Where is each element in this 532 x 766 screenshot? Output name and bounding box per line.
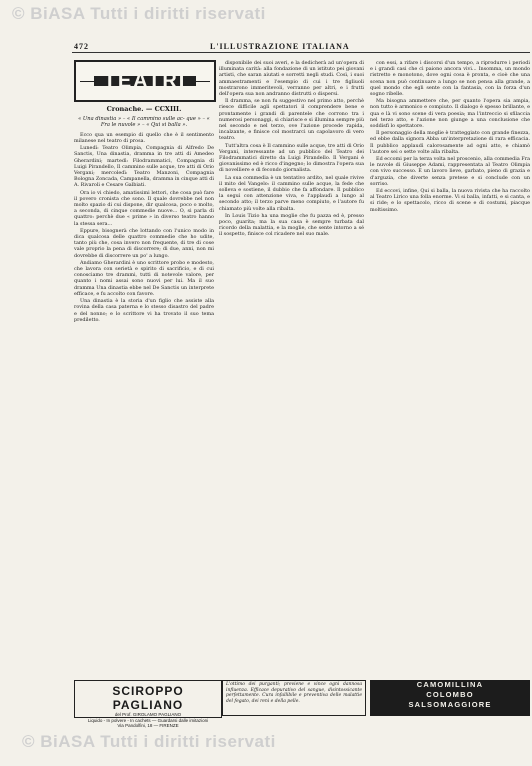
ad-line: CAMOMILLINA [416, 680, 484, 689]
page-number: 472 [74, 42, 89, 51]
paragraph: Ora io vi chiedo, amatissimi lettori, che cosa può fare il povero cronista che sono. Il quale dovrebbe nel non molto spazio di cui dispone, dir qualcosa, poco o molto, a seconda, di cinque commedie nuove... O, si parla di quattro: perchè due « prime » in diverso teatro hanno la stessa sera... [74, 189, 214, 227]
paragraph: Ed eccomi per la terza volta nel proscenio, alla commedia Fra le nuvole di Giuseppe Adami, rappresentata al Teatro Olimpia con vivo successo. È un lavoro lieve, garbato, pieno di grazia e d'arguzia, che diverte senza pretese e si conclude con un sorriso. [370, 156, 530, 187]
watermark: © BiASA Tutti i diritti riservati [22, 732, 276, 751]
section-banner-label: TEATRI [94, 76, 197, 86]
magazine-title: L'ILLUSTRAZIONE ITALIANA [210, 42, 350, 51]
ad-sciroppo-pagliano [74, 680, 222, 728]
column-1 [74, 60, 214, 324]
section-subtitle: Cronache. — CCXIII. [106, 105, 182, 113]
paragraph: Ma bisogna ammettere che, per quanto l'opera sia ampia, non tutto è armonico e compiuto. Il dialogo è spesso brillante, e qua e là vi sono scene di vera poesia; ma l'intreccio si sfilaccia nel terzo atto, e l'azione non giunge a una conclusione che soddisfi lo spettatore. [370, 98, 530, 130]
paragraph: Il dramma, se non fu suggestivo nel primo atto, perchè riesce difficile agli spettatori il comprendere bene e prontamente i grandi di parentele che corrono tra i numerosi personaggi, si chiarisce e si illumina sempre più nel secondo e nel terzo, ove l'azione procede rapida, incalzante, e finisce col mostrarci un capolavoro di vero teatro. [219, 98, 364, 142]
paragraph: La sua commedia è un tentativo ardito, nel quale rivive il mito del Vangelo: il cammino sulle acque, la fede che solleva e sostiene, il dubbio che fa affondare. Il pubblico la seguì con attenzione viva, e l'applaudì a lungo al secondo atto; il terzo parve meno compiuto, e l'autore fu chiamato più volte alla ribalta. [219, 174, 364, 212]
paragraph: In Louis Tizio ha una moglie che fu pazza ed è, presso poco, guarita; ma la sua casa è sempre turbata dal ricordo della malattia, e la moglie, che sente intorno a sé il sospetto, finisce col ricadere nel suo male. [219, 212, 364, 238]
section-banner [74, 60, 216, 102]
ad-camomillina [370, 680, 530, 716]
page-header [72, 40, 530, 53]
ad-line: COLOMBO [426, 690, 474, 699]
ad-title: SCIROPPO PAGLIANO [112, 684, 184, 712]
column-3 [370, 60, 530, 214]
paragraph: Andiamo Gherardini è uno scrittore probo e modesto, che lavora con serietà e spirito di sacrificio, e di cui conosciamo tre drammi, tutti di notevole valore, per quanto i nomi assai sono nuovi per lui. Ma il suo dramma Una dinastia ebbe nel De Sanctis un interprete efficace, e fu accolto con favore. [74, 259, 214, 297]
paragraph: Tutt'altra cosa è Il cammino sulle acque, tre atti di Orio Vergani, interessante ad un pubblico del Teatro dei Filodrammatici diretto da Luigi Pirandello. Il Vergani è giovanissimo ed è ricco d'ingegno; lo dimostra l'opera sua di novelliere e di fecondo giornalista. [219, 142, 364, 174]
paragraph: Lunedì: Teatro Olimpia, Compagnia di Alfredo De Sanctis, Una dinastia, dramma in tre atti di Amedeo Gherardini; martedì: Filodrammatici, Compagnia di Luigi Pirandello, Il cammino sulle acque, tre atti di Orio Vergani; mercoledì: Teatro Manzoni, Compagnia Bologna Zoncada, Campanella, dramma in cinque atti di A. Rivaroli e Cesare Galbiati. [74, 145, 214, 189]
paragraph: disponibile dei suoi averi, e la dedicherà ad un'opera di illuminata carità: alla fondazione di un istituto pei giovani artisti, che saran aiutati e sorretti negli studi. Così, i suoi ammaestramenti e l'esempio di cui i tre figliuoli mostrarono immeritevoli, verranno per altri, e i frutti dell'opera sua non andranno distrutti o dispersi. [219, 60, 364, 98]
paragraph: Ecco qua un esempio di quello che è il sentimento milanese nel teatro di prosa. [74, 131, 214, 145]
watermark: © BiASA Tutti i diritti riservati [12, 4, 266, 23]
lead-quote: « Una dinastia » – « Il cammino sulle ac- que » – « Fra le nuvole » – « Qui si balla ». [78, 116, 210, 129]
ad-line: Liquido - In polvere - In cachets — Guardarsi dalle imitazioni [87, 717, 209, 723]
paragraph: Una dinastia è la storia d'un figlio che assiste alla rovina della casa paterna e lo stesso disastro del padre e del nonno; e lo scrittore vi ha trovato il suo tema prediletto. [74, 298, 214, 323]
paragraph: con essi, a rifare i discorsi d'un tempo, a riprodurre i periodi e i grandi casi che ci paiono ancora vivi... Insomma, un mondo ristretto e monotono, dove ogni cosa è pronta, e cioè che una scena non può continuare a lungo se non pensa alla grande, a quel mondo che egli sente con la fantasia, con la forza d'un sogno ribelle. [370, 60, 530, 98]
ad-line: SALSOMAGGIORE [408, 700, 492, 709]
ad-line: Via Pandolfini, 18 — FIRENZE [117, 723, 179, 728]
column-2 [219, 60, 364, 239]
paragraph: Eppure, bisognerà che lottando con l'unico modo in dica qualcosa delle quattro commedie che ho udite, tanto più che, cosa invero non frequente, di tre di cose vale proprio la pena di discorrere; di due, anni, non mi dovrebbe di discorrere un po' a lungo. [74, 227, 214, 259]
paragraph: Il personaggio della moglie è tratteggiato con grande finezza, ed ebbe dalla signora Abba un'interpretazione di rara efficacia. Il pubblico applaudì calorosamente ad ogni atto, e chiamò l'autore sei o sette volte alla ribalta. [370, 130, 530, 155]
ad-purgante-text: L'ottimo dei purganti; previene e vince ogni dannosa influenza. Efficace depurativo del sangue, disintossicante perfettamente. Cura infallibile e preventiva delle malattie del fegato, dei reni e della pelle. [222, 680, 366, 716]
ad-line: del Prof. GIROLAMO PAGLIANO [114, 712, 182, 717]
paragraph: Ed eccovi, infine, Qui si balla, la nuova rivista che ha raccolto al Teatro Lirico una folla enorme. Vi si balla, infatti, e si canta, e si ride; e lo spettacolo, ricco di scene e di costumi, piacque moltissimo. [370, 188, 530, 213]
